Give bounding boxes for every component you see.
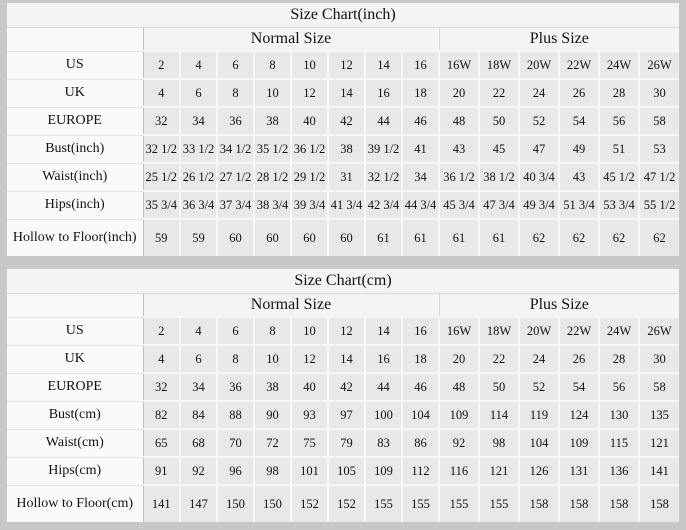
size-cell: 152 [291,485,328,522]
size-cell: 47 3/4 [479,191,519,219]
size-cell: 8 [217,345,254,373]
size-cell: 24 [519,79,559,107]
size-cell: 91 [143,457,180,485]
size-cell: 20 [439,345,479,373]
size-cell: 54 [559,107,599,135]
size-cell: 56 [599,373,639,401]
row-label: Hips(cm) [7,457,143,485]
size-chart-inch-table [7,3,679,256]
size-cell: 92 [439,429,479,457]
table-row [7,51,679,79]
normal-size-header: Normal Size [143,294,439,318]
size-cell: 124 [559,401,599,429]
size-cell: 45 1/2 [599,163,639,191]
size-cell: 136 [599,457,639,485]
table-row [7,135,679,163]
size-cell: 34 1/2 [217,135,254,163]
size-cell: 38 [254,107,291,135]
table-row [7,163,679,191]
size-cell: 4 [143,345,180,373]
size-cell: 158 [519,485,559,522]
size-cell: 79 [328,429,365,457]
size-cell: 121 [639,429,679,457]
size-cell: 50 [479,373,519,401]
size-cell: 45 [479,135,519,163]
size-cell: 32 [143,373,180,401]
size-cell: 10 [254,345,291,373]
size-cell: 60 [328,219,365,256]
size-cell: 26 1/2 [180,163,217,191]
size-cell: 16 [402,51,439,79]
size-cell: 88 [217,401,254,429]
size-cell: 56 [599,107,639,135]
size-cell: 38 3/4 [254,191,291,219]
size-cell: 65 [143,429,180,457]
size-cell: 62 [519,219,559,256]
size-cell: 72 [254,429,291,457]
size-cell: 32 [143,107,180,135]
size-cell: 126 [519,457,559,485]
size-cell: 50 [479,107,519,135]
size-cell: 84 [180,401,217,429]
size-cell: 152 [328,485,365,522]
size-cell: 47 1/2 [639,163,679,191]
size-cell: 38 1/2 [479,163,519,191]
size-cell: 6 [217,317,254,345]
table-title: Size Chart(inch) [7,3,679,28]
size-cell: 46 [402,107,439,135]
size-cell: 38 [254,373,291,401]
size-cell: 98 [479,429,519,457]
size-cell: 130 [599,401,639,429]
table-row [7,457,679,485]
size-cell: 83 [365,429,402,457]
size-cell: 61 [402,219,439,256]
size-cell: 36 3/4 [180,191,217,219]
size-cell: 4 [180,317,217,345]
size-cell: 60 [254,219,291,256]
size-cell: 59 [180,219,217,256]
size-cell: 44 3/4 [402,191,439,219]
size-cell: 29 1/2 [291,163,328,191]
size-cell: 34 [402,163,439,191]
size-cell: 92 [180,457,217,485]
size-cell: 22 [479,79,519,107]
size-cell: 4 [143,79,180,107]
size-cell: 26 [559,345,599,373]
size-cell: 6 [180,79,217,107]
size-cell: 34 [180,107,217,135]
size-cell: 28 [599,345,639,373]
plus-size-header: Plus Size [439,28,679,52]
row-label: Waist(cm) [7,429,143,457]
size-cell: 150 [254,485,291,522]
row-label: Bust(cm) [7,401,143,429]
size-cell: 155 [439,485,479,522]
size-cell: 36 [217,107,254,135]
size-cell: 115 [599,429,639,457]
size-cell: 104 [519,429,559,457]
size-cell: 26W [639,51,679,79]
size-cell: 28 1/2 [254,163,291,191]
row-label: US [7,51,143,79]
size-cell: 42 [328,107,365,135]
size-cell: 62 [599,219,639,256]
size-cell: 62 [559,219,599,256]
size-cell: 14 [365,51,402,79]
size-cell: 158 [559,485,599,522]
size-cell: 68 [180,429,217,457]
size-cell: 48 [439,373,479,401]
size-cell: 158 [599,485,639,522]
table-row [7,219,679,256]
size-cell: 20W [519,51,559,79]
size-cell: 52 [519,373,559,401]
size-cell: 40 [291,373,328,401]
size-cell: 12 [328,317,365,345]
size-cell: 114 [479,401,519,429]
row-label: Hollow to Floor(cm) [7,485,143,522]
size-cell: 104 [402,401,439,429]
size-cell: 44 [365,107,402,135]
size-cell: 109 [439,401,479,429]
size-cell: 12 [291,345,328,373]
size-cell: 2 [143,317,180,345]
size-cell: 14 [328,345,365,373]
row-label: UK [7,79,143,107]
size-cell: 26 [559,79,599,107]
size-cell: 40 [291,107,328,135]
size-cell: 16 [365,79,402,107]
size-cell: 61 [439,219,479,256]
row-label: Bust(inch) [7,135,143,163]
row-label: EUROPE [7,107,143,135]
size-cell: 14 [328,79,365,107]
size-cell: 22W [559,51,599,79]
size-cell: 150 [217,485,254,522]
table-row [7,401,679,429]
size-cell: 8 [217,79,254,107]
size-cell: 8 [254,317,291,345]
size-cell: 42 3/4 [365,191,402,219]
table-row [7,317,679,345]
size-cell: 37 3/4 [217,191,254,219]
size-cell: 52 [519,107,559,135]
size-cell: 43 [439,135,479,163]
size-cell: 58 [639,373,679,401]
size-cell: 49 [559,135,599,163]
row-label: EUROPE [7,373,143,401]
size-cell: 31 [328,163,365,191]
size-cell: 155 [402,485,439,522]
size-cell: 116 [439,457,479,485]
size-cell: 30 [639,79,679,107]
size-cell: 14 [365,317,402,345]
size-cell: 105 [328,457,365,485]
size-cell: 60 [217,219,254,256]
size-cell: 54 [559,373,599,401]
size-cell: 90 [254,401,291,429]
size-cell: 46 [402,373,439,401]
row-label: Hips(inch) [7,191,143,219]
size-cell: 51 [599,135,639,163]
size-cell: 2 [143,51,180,79]
size-cell: 16 [402,317,439,345]
size-cell: 135 [639,401,679,429]
size-cell: 26W [639,317,679,345]
size-cell: 109 [365,457,402,485]
size-cell: 96 [217,457,254,485]
size-cell: 141 [639,457,679,485]
table-title: Size Chart(cm) [7,269,679,294]
size-cell: 155 [479,485,519,522]
size-cell: 16 [365,345,402,373]
size-cell: 39 1/2 [365,135,402,163]
size-cell: 53 [639,135,679,163]
size-cell: 30 [639,345,679,373]
size-cell: 36 1/2 [439,163,479,191]
size-cell: 27 1/2 [217,163,254,191]
size-cell: 58 [639,107,679,135]
size-chart-cm-table [7,269,679,522]
size-cell: 100 [365,401,402,429]
size-cell: 70 [217,429,254,457]
size-cell: 119 [519,401,559,429]
size-cell: 24 [519,345,559,373]
size-cell: 60 [291,219,328,256]
size-cell: 16W [439,51,479,79]
size-cell: 41 [402,135,439,163]
corner-cell [7,28,143,52]
size-cell: 42 [328,373,365,401]
size-cell: 12 [328,51,365,79]
size-cell: 41 3/4 [328,191,365,219]
corner-cell [7,294,143,318]
table-row [7,429,679,457]
table-row [7,79,679,107]
size-cell: 18 [402,79,439,107]
size-cell: 62 [639,219,679,256]
size-cell: 86 [402,429,439,457]
size-cell: 147 [180,485,217,522]
size-cell: 18W [479,51,519,79]
size-cell: 38 [328,135,365,163]
normal-size-header: Normal Size [143,28,439,52]
size-cell: 158 [639,485,679,522]
size-cell: 112 [402,457,439,485]
size-cell: 4 [180,51,217,79]
size-cell: 18 [402,345,439,373]
size-cell: 35 1/2 [254,135,291,163]
size-cell: 32 1/2 [365,163,402,191]
table-row [7,191,679,219]
size-cell: 155 [365,485,402,522]
size-cell: 10 [254,79,291,107]
size-cell: 28 [599,79,639,107]
size-cell: 40 3/4 [519,163,559,191]
row-label: Hollow to Floor(inch) [7,219,143,256]
table-row [7,345,679,373]
size-cell: 97 [328,401,365,429]
size-cell: 59 [143,219,180,256]
size-cell: 51 3/4 [559,191,599,219]
size-cell: 10 [291,51,328,79]
table-row [7,485,679,522]
size-cell: 82 [143,401,180,429]
size-cell: 93 [291,401,328,429]
table-row [7,373,679,401]
size-cell: 43 [559,163,599,191]
size-cell: 48 [439,107,479,135]
size-cell: 141 [143,485,180,522]
plus-size-header: Plus Size [439,294,679,318]
size-cell: 131 [559,457,599,485]
size-cell: 109 [559,429,599,457]
size-cell: 35 3/4 [143,191,180,219]
size-cell: 22W [559,317,599,345]
size-cell: 44 [365,373,402,401]
size-cell: 36 [217,373,254,401]
size-cell: 101 [291,457,328,485]
size-cell: 24W [599,317,639,345]
table-row [7,107,679,135]
size-cell: 32 1/2 [143,135,180,163]
size-cell: 6 [180,345,217,373]
size-cell: 18W [479,317,519,345]
size-cell: 98 [254,457,291,485]
size-cell: 20 [439,79,479,107]
size-cell: 39 3/4 [291,191,328,219]
size-cell: 53 3/4 [599,191,639,219]
size-cell: 55 1/2 [639,191,679,219]
size-cell: 16W [439,317,479,345]
size-cell: 75 [291,429,328,457]
size-cell: 36 1/2 [291,135,328,163]
size-cell: 12 [291,79,328,107]
size-cell: 61 [479,219,519,256]
size-cell: 34 [180,373,217,401]
size-cell: 25 1/2 [143,163,180,191]
size-cell: 20W [519,317,559,345]
row-label: US [7,317,143,345]
size-cell: 121 [479,457,519,485]
size-cell: 49 3/4 [519,191,559,219]
size-cell: 45 3/4 [439,191,479,219]
row-label: UK [7,345,143,373]
size-cell: 8 [254,51,291,79]
row-label: Waist(inch) [7,163,143,191]
size-cell: 6 [217,51,254,79]
size-cell: 22 [479,345,519,373]
size-cell: 24W [599,51,639,79]
size-cell: 33 1/2 [180,135,217,163]
size-cell: 61 [365,219,402,256]
size-cell: 10 [291,317,328,345]
size-cell: 47 [519,135,559,163]
